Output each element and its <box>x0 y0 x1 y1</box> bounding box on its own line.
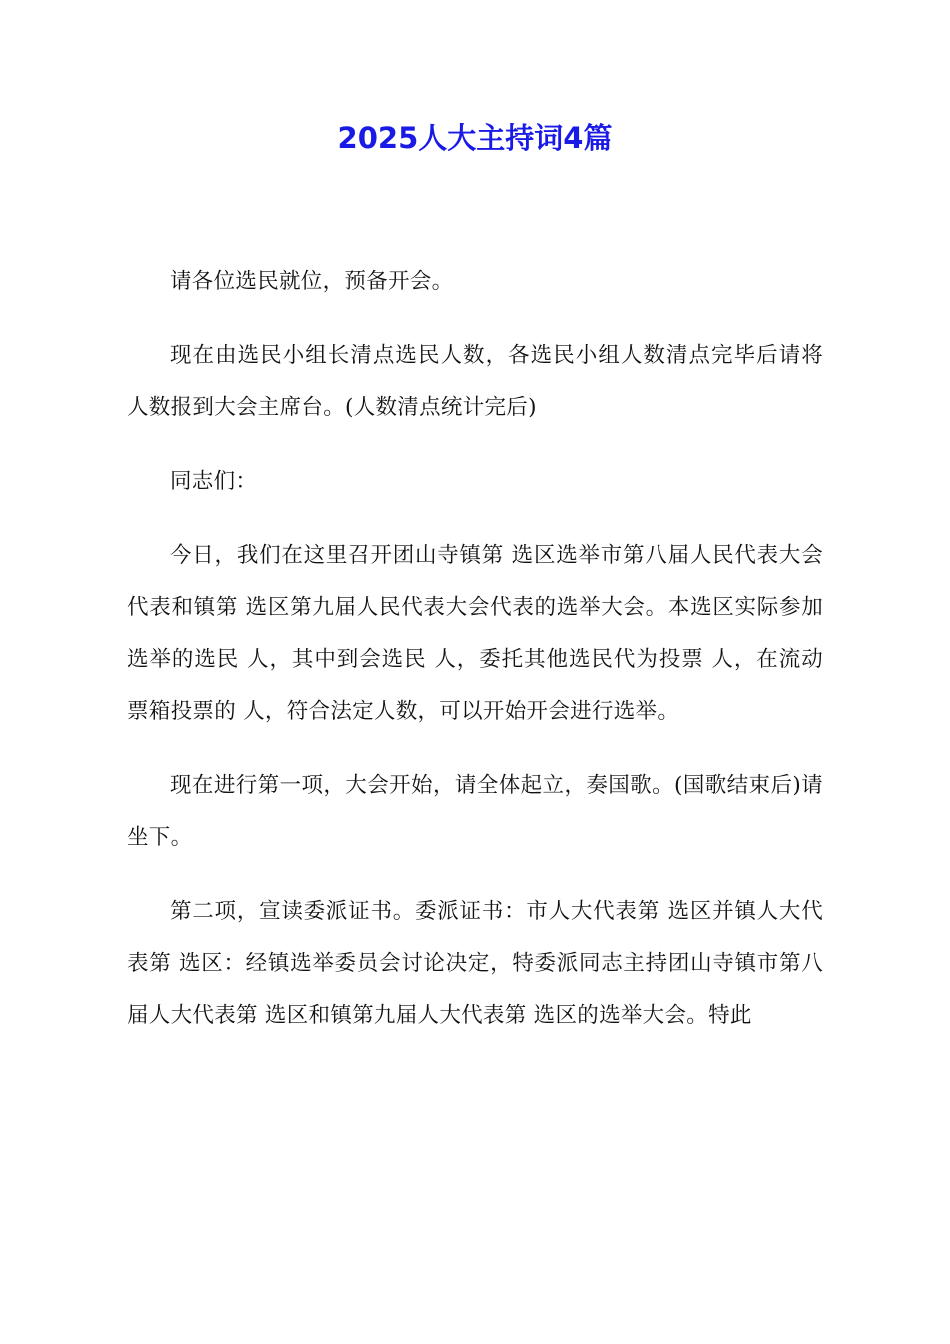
paragraph-item-two: 第二项，宣读委派证书。委派证书：市人大代表第 选区并镇人大代表第 选区：经镇选举委员会讨论决定，特委派同志主持团山寺镇市第八届人大代表第 选区和镇第九届人大代表第 选区的选举大会。特此 <box>127 899 823 1028</box>
paragraph-opening: 请各位选民就位，预备开会。 <box>170 269 454 294</box>
paragraph-meeting-intro: 今日，我们在这里召开团山寺镇第 选区选举市第八届人民代表大会代表和镇第 选区第九届人民代表大会代表的选举大会。本选区实际参加选举的选民 人，其中到会选民 人，委托其他选民代为投票 人，在流动票箱投票的 人，符合法定人数，可以开始开会进行选举。 <box>127 543 823 724</box>
document-title: 2025人大主持词4篇 <box>337 121 613 155</box>
document-body <box>127 256 823 1064</box>
paragraph-headcount: 现在由选民小组长清点选民人数，各选民小组人数清点完毕后请将人数报到大会主席台。(人数清点统计完后) <box>127 343 823 420</box>
paragraph-salutation: 同志们： <box>170 469 258 494</box>
paragraph-item-one: 现在进行第一项，大会开始，请全体起立，奏国歌。(国歌结束后)请坐下。 <box>127 773 823 850</box>
